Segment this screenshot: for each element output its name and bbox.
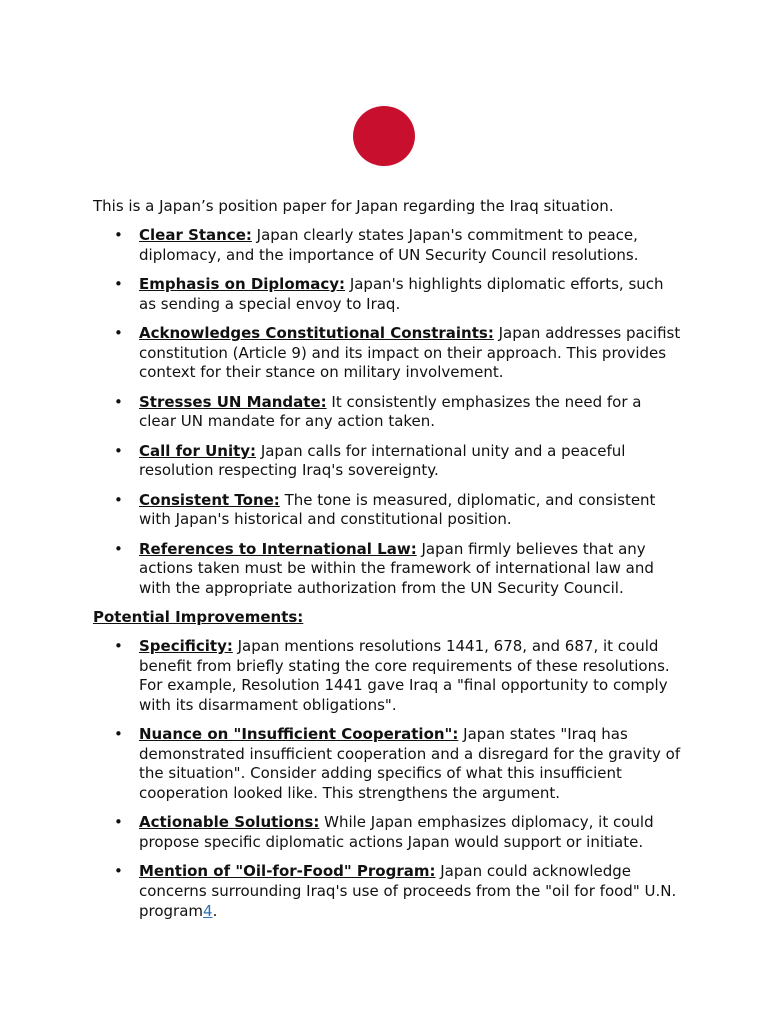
item-text: Japan mentions resolutions 1441, 678, and 687, it could benefit from briefly stating the core requirements of these resolutions. For example, Resolution 1441 gave Iraq a "final opportunity to comply with its disarmament obligations".: [139, 637, 670, 714]
item-text: While Japan emphasizes diplomacy, it could propose specific diplomatic actions Japan would support or initiate.: [139, 813, 654, 851]
improvements-list: [93, 637, 683, 931]
bullet-icon: •: [114, 725, 123, 744]
bullet-icon: •: [114, 274, 123, 293]
list-item: [93, 226, 683, 265]
item-term: Acknowledges Constitutional Constraints:: [139, 323, 494, 342]
item-term: Nuance on "Insufficient Cooperation":: [139, 725, 459, 744]
list-item: [93, 275, 683, 314]
bullet-icon: •: [114, 323, 123, 342]
list-item: [93, 491, 683, 530]
bullet-icon: •: [114, 539, 123, 558]
item-text: Japan firmly believes that any actions taken must be within the framework of international law and with the appropriate authorization from the UN Security Council.: [139, 539, 654, 597]
bullet-icon: •: [114, 637, 123, 655]
bullet-icon: •: [114, 490, 123, 509]
bullet-icon: •: [114, 813, 123, 832]
item-text-end: .: [212, 901, 218, 920]
list-item: [93, 442, 683, 481]
list-item: [93, 637, 683, 715]
intro-paragraph: This is a Japan’s position paper for Japan regarding the Iraq situation.: [93, 197, 614, 215]
strengths-list: [93, 226, 683, 608]
item-term: Mention of "Oil-for-Food" Program:: [139, 862, 436, 881]
item-term: Clear Stance:: [139, 226, 252, 244]
bullet-icon: •: [114, 226, 123, 244]
item-term: Consistent Tone:: [139, 490, 280, 509]
bullet-icon: •: [114, 862, 123, 881]
improvements-heading: Potential Improvements:: [93, 608, 304, 626]
item-term: Actionable Solutions:: [139, 813, 320, 832]
list-item: [93, 393, 683, 432]
item-term: Emphasis on Diplomacy:: [139, 274, 346, 293]
item-term: Call for Unity:: [139, 441, 257, 460]
list-item: [93, 725, 683, 803]
footnote-ref-link[interactable]: 4: [203, 901, 213, 920]
list-item: [93, 540, 683, 599]
item-text: Japan could acknowledge concerns surrounding Iraq's use of proceeds from the "oil for food" U.N. program: [139, 862, 677, 920]
item-text: The tone is measured, diplomatic, and consistent with Japan's historical and constitutional position.: [139, 490, 656, 529]
item-term: References to International Law:: [139, 539, 417, 558]
item-text: It consistently emphasizes the need for a clear UN mandate for any action taken.: [139, 392, 642, 431]
item-term: Stresses UN Mandate:: [139, 392, 327, 411]
item-text: Japan states "Iraq has demonstrated insufficient cooperation and a disregard for the gravity of the situation". Consider adding specifics of what this insufficient cooperation looked like. This strengthens the argument.: [139, 725, 681, 802]
item-text: Japan calls for international unity and a peaceful resolution respecting Iraq's sovereignty.: [139, 441, 626, 480]
list-item: [93, 813, 683, 852]
list-item: [93, 324, 683, 383]
bullet-icon: •: [114, 441, 123, 460]
item-text: Japan clearly states Japan's commitment to peace, diplomacy, and the importance of UN Security Council resolutions.: [139, 226, 639, 264]
list-item: [93, 862, 683, 921]
bullet-icon: •: [114, 392, 123, 411]
item-text: Japan's highlights diplomatic efforts, such as sending a special envoy to Iraq.: [139, 274, 664, 313]
item-term: Specificity:: [139, 637, 233, 655]
item-text: Japan addresses pacifist constitution (Article 9) and its impact on their approach. This provides context for their stance on military involvement.: [139, 323, 681, 382]
japan-flag-circle: [353, 106, 415, 166]
